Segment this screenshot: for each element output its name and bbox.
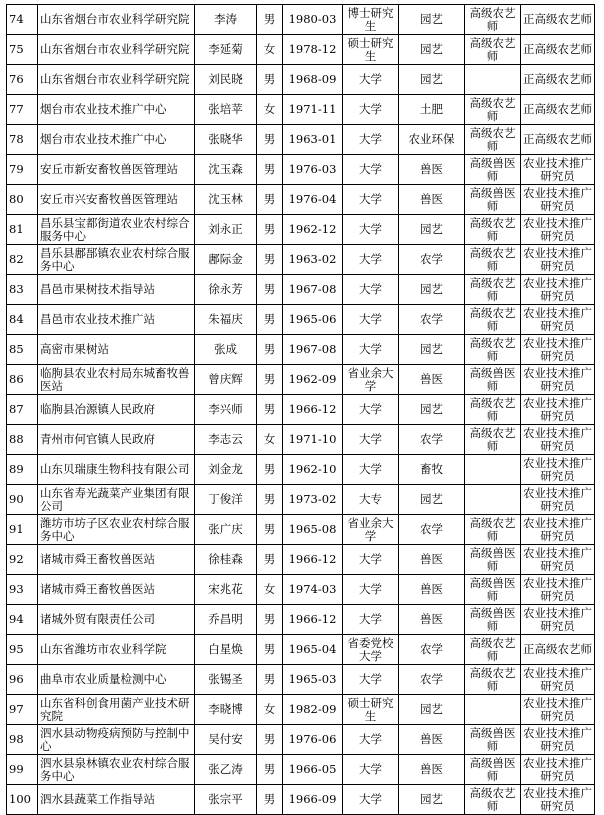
applied-title-cell: 农业技术推广研究员 bbox=[521, 515, 595, 545]
name-cell: 徐永芳 bbox=[195, 275, 257, 305]
row-number-cell: 95 bbox=[7, 635, 38, 665]
unit-cell: 临朐县农业农村局东城畜牧兽医站 bbox=[38, 365, 195, 395]
current-title-cell: 高级农艺师 bbox=[465, 425, 521, 455]
specialty-cell: 兽医 bbox=[399, 545, 465, 575]
row-number-cell: 91 bbox=[7, 515, 38, 545]
row-number-cell: 86 bbox=[7, 365, 38, 395]
education-cell: 大学 bbox=[343, 575, 399, 605]
name-cell: 张晓华 bbox=[195, 125, 257, 155]
row-number-cell: 80 bbox=[7, 185, 38, 215]
current-title-cell: 高级农艺师 bbox=[465, 125, 521, 155]
gender-cell: 男 bbox=[257, 485, 283, 515]
current-title-cell: 高级兽医师 bbox=[465, 605, 521, 635]
specialty-cell: 农业环保 bbox=[399, 125, 465, 155]
current-title-cell: 高级农艺师 bbox=[465, 305, 521, 335]
current-title-cell: 高级农艺师 bbox=[465, 785, 521, 815]
education-cell: 大学 bbox=[343, 185, 399, 215]
specialty-cell: 农学 bbox=[399, 515, 465, 545]
applied-title-cell: 农业技术推广研究员 bbox=[521, 365, 595, 395]
row-number-cell: 76 bbox=[7, 65, 38, 95]
unit-cell: 昌邑市农业技术推广站 bbox=[38, 305, 195, 335]
specialty-cell: 兽医 bbox=[399, 575, 465, 605]
applied-title-cell: 正高级农艺师 bbox=[521, 635, 595, 665]
table-row bbox=[7, 605, 595, 635]
unit-cell: 烟台市农业技术推广中心 bbox=[38, 125, 195, 155]
applied-title-cell: 农业技术推广研究员 bbox=[521, 215, 595, 245]
unit-cell: 临朐县冶源镇人民政府 bbox=[38, 395, 195, 425]
unit-cell: 山东省烟台市农业科学研究院 bbox=[38, 65, 195, 95]
education-cell: 大学 bbox=[343, 275, 399, 305]
gender-cell: 男 bbox=[257, 665, 283, 695]
table-row bbox=[7, 725, 595, 755]
row-number-cell: 78 bbox=[7, 125, 38, 155]
name-cell: 张乙涛 bbox=[195, 755, 257, 785]
row-number-cell: 74 bbox=[7, 5, 38, 35]
name-cell: 张成 bbox=[195, 335, 257, 365]
birth-date-cell: 1973-02 bbox=[283, 485, 343, 515]
name-cell: 朱福庆 bbox=[195, 305, 257, 335]
row-number-cell: 77 bbox=[7, 95, 38, 125]
birth-date-cell: 1965-06 bbox=[283, 305, 343, 335]
specialty-cell: 农学 bbox=[399, 245, 465, 275]
current-title-cell: 高级兽医师 bbox=[465, 155, 521, 185]
current-title-cell: 高级兽医师 bbox=[465, 755, 521, 785]
education-cell: 大学 bbox=[343, 395, 399, 425]
applied-title-cell: 农业技术推广研究员 bbox=[521, 575, 595, 605]
row-number-cell: 100 bbox=[7, 785, 38, 815]
education-cell: 大学 bbox=[343, 755, 399, 785]
unit-cell: 山东省烟台市农业科学研究院 bbox=[38, 35, 195, 65]
name-cell: 张锡圣 bbox=[195, 665, 257, 695]
table-row bbox=[7, 305, 595, 335]
specialty-cell: 园艺 bbox=[399, 335, 465, 365]
unit-cell: 泗水县泉林镇农业农村综合服务中心 bbox=[38, 755, 195, 785]
unit-cell: 昌乐县宝都街道农业农村综合服务中心 bbox=[38, 215, 195, 245]
unit-cell: 泗水县动物疫病预防与控制中心 bbox=[38, 725, 195, 755]
unit-cell: 山东省烟台市农业科学研究院 bbox=[38, 5, 195, 35]
current-title-cell: 高级农艺师 bbox=[465, 95, 521, 125]
applied-title-cell: 农业技术推广研究员 bbox=[521, 425, 595, 455]
birth-date-cell: 1982-09 bbox=[283, 695, 343, 725]
applied-title-cell: 农业技术推广研究员 bbox=[521, 305, 595, 335]
birth-date-cell: 1966-09 bbox=[283, 785, 343, 815]
education-cell: 大学 bbox=[343, 245, 399, 275]
row-number-cell: 92 bbox=[7, 545, 38, 575]
applied-title-cell: 农业技术推广研究员 bbox=[521, 185, 595, 215]
unit-cell: 山东省寿光蔬菜产业集团有限公司 bbox=[38, 485, 195, 515]
current-title-cell: 高级兽医师 bbox=[465, 185, 521, 215]
name-cell: 张广庆 bbox=[195, 515, 257, 545]
unit-cell: 曲阜市农业质量检测中心 bbox=[38, 665, 195, 695]
name-cell: 李涛 bbox=[195, 5, 257, 35]
table-row bbox=[7, 215, 595, 245]
applied-title-cell: 正高级农艺师 bbox=[521, 95, 595, 125]
name-cell: 乔昌明 bbox=[195, 605, 257, 635]
row-number-cell: 96 bbox=[7, 665, 38, 695]
birth-date-cell: 1965-04 bbox=[283, 635, 343, 665]
birth-date-cell: 1980-03 bbox=[283, 5, 343, 35]
birth-date-cell: 1963-01 bbox=[283, 125, 343, 155]
unit-cell: 青州市何官镇人民政府 bbox=[38, 425, 195, 455]
gender-cell: 男 bbox=[257, 515, 283, 545]
gender-cell: 女 bbox=[257, 35, 283, 65]
table-row bbox=[7, 665, 595, 695]
gender-cell: 男 bbox=[257, 785, 283, 815]
row-number-cell: 85 bbox=[7, 335, 38, 365]
specialty-cell: 园艺 bbox=[399, 65, 465, 95]
row-number-cell: 99 bbox=[7, 755, 38, 785]
gender-cell: 男 bbox=[257, 755, 283, 785]
unit-cell: 诸城市舜王畜牧兽医站 bbox=[38, 545, 195, 575]
roster-table bbox=[6, 4, 595, 815]
gender-cell: 男 bbox=[257, 305, 283, 335]
gender-cell: 女 bbox=[257, 95, 283, 125]
birth-date-cell: 1965-08 bbox=[283, 515, 343, 545]
name-cell: 沈玉林 bbox=[195, 185, 257, 215]
table-row bbox=[7, 275, 595, 305]
applied-title-cell: 农业技术推广研究员 bbox=[521, 665, 595, 695]
row-number-cell: 82 bbox=[7, 245, 38, 275]
row-number-cell: 79 bbox=[7, 155, 38, 185]
row-number-cell: 98 bbox=[7, 725, 38, 755]
education-cell: 大学 bbox=[343, 215, 399, 245]
gender-cell: 男 bbox=[257, 65, 283, 95]
table-row bbox=[7, 485, 595, 515]
row-number-cell: 84 bbox=[7, 305, 38, 335]
specialty-cell: 兽医 bbox=[399, 185, 465, 215]
education-cell: 大学 bbox=[343, 65, 399, 95]
education-cell: 大学 bbox=[343, 155, 399, 185]
row-number-cell: 93 bbox=[7, 575, 38, 605]
table-row bbox=[7, 365, 595, 395]
roster-body bbox=[7, 5, 595, 815]
unit-cell: 潍坊市坊子区农业农村综合服务中心 bbox=[38, 515, 195, 545]
gender-cell: 男 bbox=[257, 605, 283, 635]
education-cell: 省委党校大学 bbox=[343, 635, 399, 665]
birth-date-cell: 1963-02 bbox=[283, 245, 343, 275]
birth-date-cell: 1974-03 bbox=[283, 575, 343, 605]
current-title-cell: 高级兽医师 bbox=[465, 365, 521, 395]
table-row bbox=[7, 755, 595, 785]
birth-date-cell: 1976-03 bbox=[283, 155, 343, 185]
name-cell: 李晓博 bbox=[195, 695, 257, 725]
table-row bbox=[7, 95, 595, 125]
gender-cell: 男 bbox=[257, 185, 283, 215]
specialty-cell: 园艺 bbox=[399, 215, 465, 245]
table-row bbox=[7, 335, 595, 365]
row-number-cell: 81 bbox=[7, 215, 38, 245]
specialty-cell: 园艺 bbox=[399, 485, 465, 515]
education-cell: 大学 bbox=[343, 725, 399, 755]
gender-cell: 男 bbox=[257, 275, 283, 305]
unit-cell: 诸城外贸有限责任公司 bbox=[38, 605, 195, 635]
current-title-cell: 高级兽医师 bbox=[465, 575, 521, 605]
unit-cell: 高密市果树站 bbox=[38, 335, 195, 365]
name-cell: 宋兆花 bbox=[195, 575, 257, 605]
applied-title-cell: 农业技术推广研究员 bbox=[521, 725, 595, 755]
gender-cell: 男 bbox=[257, 455, 283, 485]
education-cell: 大学 bbox=[343, 545, 399, 575]
specialty-cell: 农学 bbox=[399, 635, 465, 665]
applied-title-cell: 农业技术推广研究员 bbox=[521, 455, 595, 485]
birth-date-cell: 1966-05 bbox=[283, 755, 343, 785]
gender-cell: 男 bbox=[257, 215, 283, 245]
current-title-cell: 高级农艺师 bbox=[465, 245, 521, 275]
current-title-cell: 高级农艺师 bbox=[465, 335, 521, 365]
unit-cell: 安丘市兴安畜牧兽医管理站 bbox=[38, 185, 195, 215]
current-title-cell: 高级农艺师 bbox=[465, 5, 521, 35]
name-cell: 鄌际金 bbox=[195, 245, 257, 275]
name-cell: 李志云 bbox=[195, 425, 257, 455]
education-cell: 大学 bbox=[343, 305, 399, 335]
specialty-cell: 园艺 bbox=[399, 35, 465, 65]
birth-date-cell: 1965-03 bbox=[283, 665, 343, 695]
table-row bbox=[7, 425, 595, 455]
unit-cell: 诸城市舜王畜牧兽医站 bbox=[38, 575, 195, 605]
education-cell: 硕士研究生 bbox=[343, 695, 399, 725]
applied-title-cell: 农业技术推广研究员 bbox=[521, 755, 595, 785]
unit-cell: 山东贝瑞康生物科技有限公司 bbox=[38, 455, 195, 485]
current-title-cell: 高级兽医师 bbox=[465, 545, 521, 575]
birth-date-cell: 1971-11 bbox=[283, 95, 343, 125]
name-cell: 白星焕 bbox=[195, 635, 257, 665]
name-cell: 丁俊洋 bbox=[195, 485, 257, 515]
row-number-cell: 75 bbox=[7, 35, 38, 65]
table-row bbox=[7, 5, 595, 35]
row-number-cell: 90 bbox=[7, 485, 38, 515]
birth-date-cell: 1967-08 bbox=[283, 275, 343, 305]
table-row bbox=[7, 65, 595, 95]
applied-title-cell: 正高级农艺师 bbox=[521, 35, 595, 65]
specialty-cell: 兽医 bbox=[399, 155, 465, 185]
education-cell: 大学 bbox=[343, 665, 399, 695]
current-title-cell bbox=[465, 65, 521, 95]
gender-cell: 男 bbox=[257, 155, 283, 185]
table-row bbox=[7, 185, 595, 215]
specialty-cell: 园艺 bbox=[399, 5, 465, 35]
applied-title-cell: 正高级农艺师 bbox=[521, 5, 595, 35]
specialty-cell: 兽医 bbox=[399, 725, 465, 755]
applied-title-cell: 农业技术推广研究员 bbox=[521, 245, 595, 275]
gender-cell: 男 bbox=[257, 635, 283, 665]
applied-title-cell: 农业技术推广研究员 bbox=[521, 605, 595, 635]
specialty-cell: 园艺 bbox=[399, 695, 465, 725]
applied-title-cell: 农业技术推广研究员 bbox=[521, 785, 595, 815]
birth-date-cell: 1968-09 bbox=[283, 65, 343, 95]
education-cell: 大学 bbox=[343, 125, 399, 155]
gender-cell: 男 bbox=[257, 335, 283, 365]
gender-cell: 男 bbox=[257, 545, 283, 575]
gender-cell: 男 bbox=[257, 125, 283, 155]
specialty-cell: 兽医 bbox=[399, 605, 465, 635]
table-row bbox=[7, 35, 595, 65]
applied-title-cell: 农业技术推广研究员 bbox=[521, 695, 595, 725]
specialty-cell: 园艺 bbox=[399, 785, 465, 815]
name-cell: 李兴师 bbox=[195, 395, 257, 425]
specialty-cell: 园艺 bbox=[399, 395, 465, 425]
gender-cell: 男 bbox=[257, 5, 283, 35]
table-row bbox=[7, 785, 595, 815]
birth-date-cell: 1962-12 bbox=[283, 215, 343, 245]
current-title-cell bbox=[465, 485, 521, 515]
table-row bbox=[7, 155, 595, 185]
current-title-cell: 高级农艺师 bbox=[465, 395, 521, 425]
education-cell: 大学 bbox=[343, 95, 399, 125]
applied-title-cell: 农业技术推广研究员 bbox=[521, 335, 595, 365]
education-cell: 大专 bbox=[343, 485, 399, 515]
gender-cell: 女 bbox=[257, 695, 283, 725]
name-cell: 吴付安 bbox=[195, 725, 257, 755]
applied-title-cell: 正高级农艺师 bbox=[521, 125, 595, 155]
birth-date-cell: 1962-09 bbox=[283, 365, 343, 395]
current-title-cell bbox=[465, 695, 521, 725]
table-row bbox=[7, 575, 595, 605]
birth-date-cell: 1976-04 bbox=[283, 185, 343, 215]
name-cell: 刘民晓 bbox=[195, 65, 257, 95]
specialty-cell: 园艺 bbox=[399, 275, 465, 305]
name-cell: 李延菊 bbox=[195, 35, 257, 65]
row-number-cell: 87 bbox=[7, 395, 38, 425]
birth-date-cell: 1966-12 bbox=[283, 395, 343, 425]
birth-date-cell: 1966-12 bbox=[283, 545, 343, 575]
current-title-cell: 高级农艺师 bbox=[465, 665, 521, 695]
gender-cell: 女 bbox=[257, 575, 283, 605]
table-row bbox=[7, 695, 595, 725]
unit-cell: 昌邑市果树技术指导站 bbox=[38, 275, 195, 305]
specialty-cell: 土肥 bbox=[399, 95, 465, 125]
birth-date-cell: 1967-08 bbox=[283, 335, 343, 365]
specialty-cell: 畜牧 bbox=[399, 455, 465, 485]
name-cell: 张培苹 bbox=[195, 95, 257, 125]
specialty-cell: 农学 bbox=[399, 425, 465, 455]
gender-cell: 男 bbox=[257, 725, 283, 755]
gender-cell: 女 bbox=[257, 425, 283, 455]
current-title-cell: 高级兽医师 bbox=[465, 725, 521, 755]
name-cell: 沈玉森 bbox=[195, 155, 257, 185]
education-cell: 硕士研究生 bbox=[343, 35, 399, 65]
current-title-cell: 高级农艺师 bbox=[465, 515, 521, 545]
gender-cell: 男 bbox=[257, 365, 283, 395]
education-cell: 省业余大学 bbox=[343, 365, 399, 395]
education-cell: 大学 bbox=[343, 335, 399, 365]
unit-cell: 昌乐县鄌郚镇农业农村综合服务中心 bbox=[38, 245, 195, 275]
applied-title-cell: 农业技术推广研究员 bbox=[521, 275, 595, 305]
specialty-cell: 兽医 bbox=[399, 755, 465, 785]
row-number-cell: 94 bbox=[7, 605, 38, 635]
current-title-cell: 高级农艺师 bbox=[465, 635, 521, 665]
table-row bbox=[7, 635, 595, 665]
row-number-cell: 83 bbox=[7, 275, 38, 305]
education-cell: 大学 bbox=[343, 785, 399, 815]
name-cell: 张宗平 bbox=[195, 785, 257, 815]
applied-title-cell: 农业技术推广研究员 bbox=[521, 395, 595, 425]
current-title-cell: 高级农艺师 bbox=[465, 275, 521, 305]
specialty-cell: 农学 bbox=[399, 665, 465, 695]
row-number-cell: 89 bbox=[7, 455, 38, 485]
table-row bbox=[7, 395, 595, 425]
row-number-cell: 88 bbox=[7, 425, 38, 455]
table-row bbox=[7, 515, 595, 545]
applied-title-cell: 农业技术推广研究员 bbox=[521, 485, 595, 515]
education-cell: 大学 bbox=[343, 455, 399, 485]
education-cell: 省业余大学 bbox=[343, 515, 399, 545]
row-number-cell: 97 bbox=[7, 695, 38, 725]
birth-date-cell: 1962-10 bbox=[283, 455, 343, 485]
education-cell: 大学 bbox=[343, 425, 399, 455]
gender-cell: 男 bbox=[257, 245, 283, 275]
unit-cell: 烟台市农业技术推广中心 bbox=[38, 95, 195, 125]
education-cell: 大学 bbox=[343, 605, 399, 635]
unit-cell: 泗水县蔬菜工作指导站 bbox=[38, 785, 195, 815]
gender-cell: 男 bbox=[257, 395, 283, 425]
table-row bbox=[7, 455, 595, 485]
table-row bbox=[7, 245, 595, 275]
applied-title-cell: 农业技术推广研究员 bbox=[521, 155, 595, 185]
unit-cell: 山东省科创食用菌产业技术研究院 bbox=[38, 695, 195, 725]
name-cell: 刘金龙 bbox=[195, 455, 257, 485]
birth-date-cell: 1971-10 bbox=[283, 425, 343, 455]
name-cell: 曾庆辉 bbox=[195, 365, 257, 395]
applied-title-cell: 正高级农艺师 bbox=[521, 65, 595, 95]
birth-date-cell: 1978-12 bbox=[283, 35, 343, 65]
name-cell: 徐桂森 bbox=[195, 545, 257, 575]
unit-cell: 安丘市新安畜牧兽医管理站 bbox=[38, 155, 195, 185]
education-cell: 博士研究生 bbox=[343, 5, 399, 35]
table-row bbox=[7, 545, 595, 575]
birth-date-cell: 1966-12 bbox=[283, 605, 343, 635]
applied-title-cell: 农业技术推广研究员 bbox=[521, 545, 595, 575]
current-title-cell: 高级农艺师 bbox=[465, 215, 521, 245]
specialty-cell: 农学 bbox=[399, 305, 465, 335]
name-cell: 刘永正 bbox=[195, 215, 257, 245]
unit-cell: 山东省潍坊市农业科学院 bbox=[38, 635, 195, 665]
current-title-cell: 高级农艺师 bbox=[465, 35, 521, 65]
specialty-cell: 兽医 bbox=[399, 365, 465, 395]
birth-date-cell: 1976-06 bbox=[283, 725, 343, 755]
table-row bbox=[7, 125, 595, 155]
current-title-cell bbox=[465, 455, 521, 485]
